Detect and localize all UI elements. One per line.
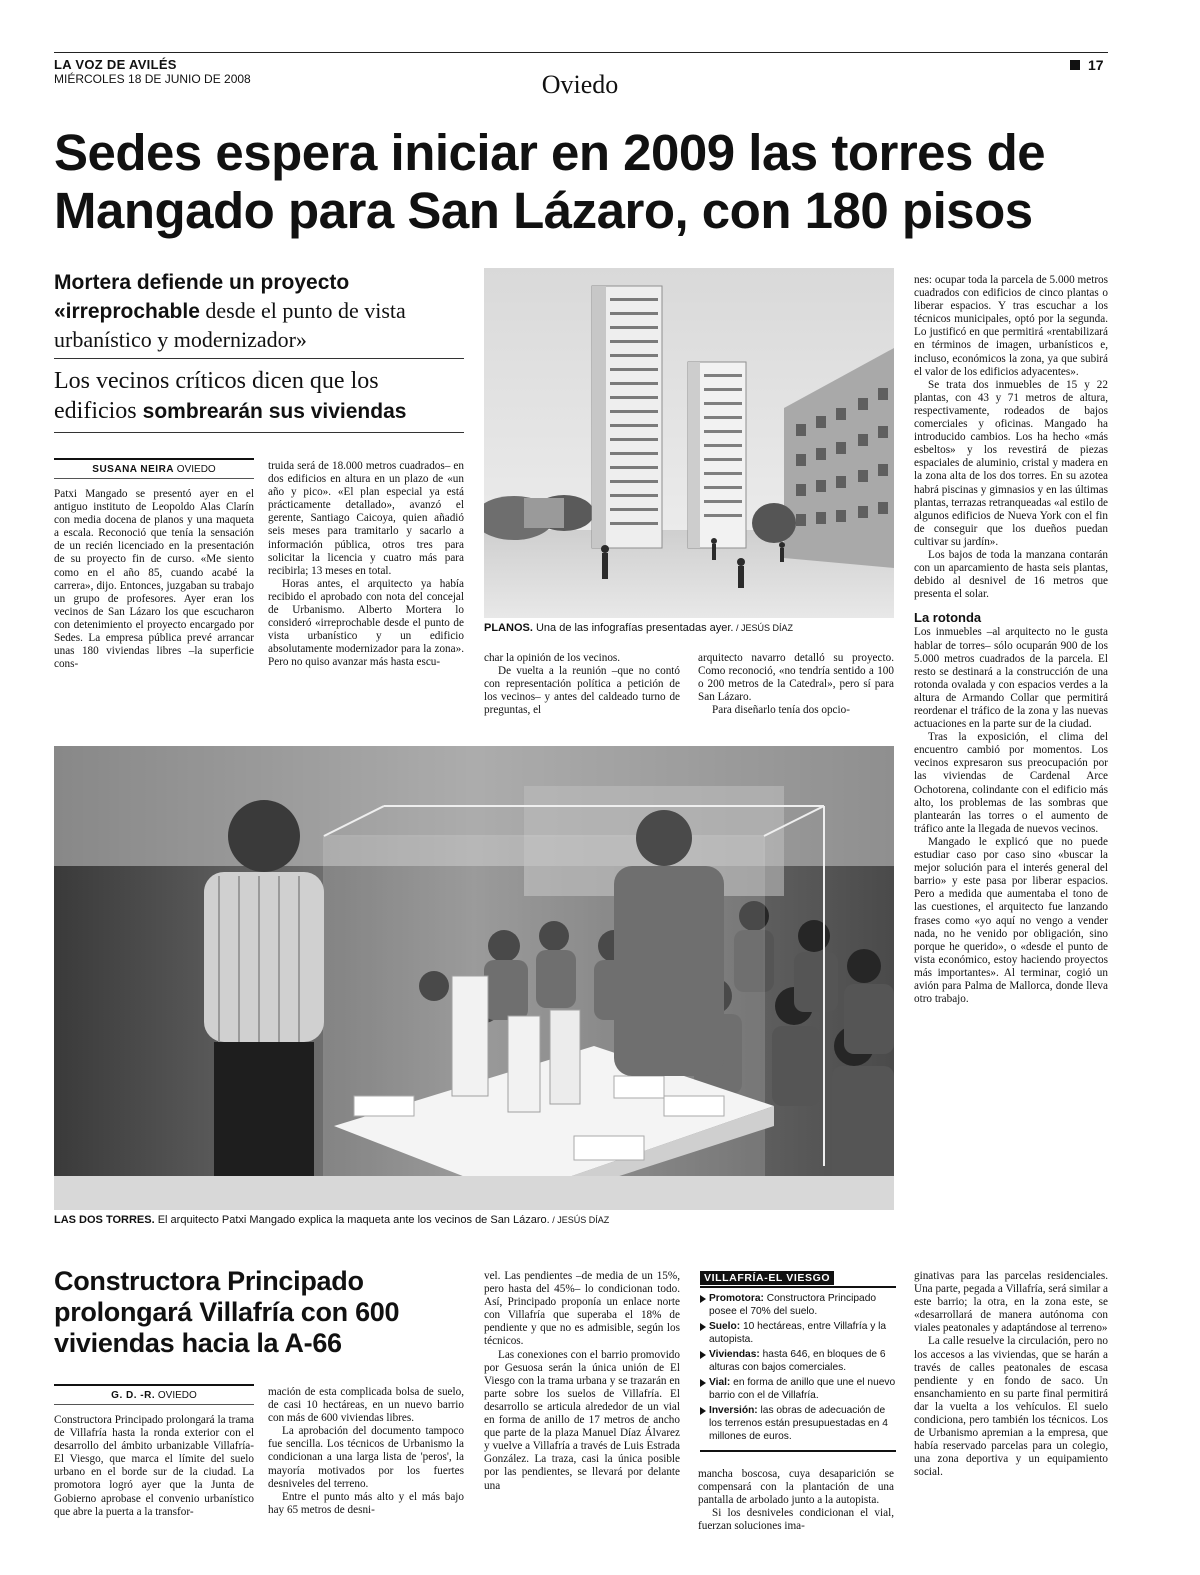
paragraph: ginativas para las parcelas residenciales. Una parte, pegada a Villafría, será similar a este barrio; la otra, en la zona este, se «desarrollará de manera autónoma con viales peatonales y adaptándose al terreno» <box>914 1270 1108 1335</box>
factbox-item <box>700 1404 896 1443</box>
factbox-value: en forma de anillo que une el nuevo barrio con el de Villafría. <box>709 1377 896 1401</box>
rendering-caption <box>484 622 894 634</box>
paragraph: Entre el punto más alto y el más bajo hay 65 metros de desni- <box>268 1490 464 1516</box>
triangle-bullet-icon <box>700 1351 706 1359</box>
deck-primary <box>54 268 464 354</box>
triangle-bullet-icon <box>700 1323 706 1331</box>
deck-divider <box>54 358 464 359</box>
deck-primary-bold-a: Mortera defiende un proyecto <box>54 271 350 294</box>
factbox <box>700 1268 896 1452</box>
second-byline <box>54 1384 254 1405</box>
deck-secondary-text: Los vecinos críticos dicen que los edificios <box>54 368 379 424</box>
caption-credit: / JESÚS DÍAZ <box>733 623 793 633</box>
paragraph: char la opinión de los vecinos. <box>484 652 621 664</box>
caption-text: Una de las infografías presentadas ayer. <box>532 622 734 634</box>
factbox-title: VILLAFRÍA-EL VIESGO <box>700 1271 834 1285</box>
paragraph: nes: ocupar toda la parcela de 5.000 metros cuadrados con edificios de cinco plantas o liberar espacios. Y tras escuchar a los técnicos municipales, optó por la segunda. Lo justificó en que permitirá «rentabilizará en términos de imagen, urbanísticos e, incluso, económicos la zona, ya que subirá el valor de los edificios adyacentes». <box>914 274 1108 378</box>
paragraph: La calle resuelve la circulación, pero no los accesos a las viviendas, que se harán a través de calles peatonales de escasa pendiente y en fondo de saco. Un ensanchamiento en su parte final permitirá dar la vuelta a los vehículos. El suelo condiciona, pero también los técnicos. Los de Urbanismo apremian a la empresa, que había reservado parcelas para un colegio, una zona deportiva y un equipamiento social. <box>914 1335 1108 1479</box>
second-headline: Constructora Principado prolongará Villafría con 600 viviendas hacia la A-66 <box>54 1266 400 1358</box>
byline-place: OVIEDO <box>174 464 216 475</box>
paragraph: Tras la exposición, el clima del encuentro cambió por momentos. Los vecinos expresaron sus preocupación por las viviendas de Cardenal Arce Ochotorena, colindante con el edificio más alto, los problemas de las sombras que plantearán las torres o el aumento de tráfico ante la llegada de nuevos vecinos. <box>914 731 1108 835</box>
paragraph: Patxi Mangado se presentó ayer en el antiguo instituto de Leopoldo Alas Clarín con media docena de planos y una maqueta a escala. Reconoció que tenía la sensación de un recién licenciado en la presentación de su proyecto fin de curso. «Me siento como en el año 85, cuando acabé la carrera», dijo. Entonces, juzgaban su trabajo un grupo de profesores. Ayer eran los vecinos de San Lázaro los que escucharon con detenimiento el proyecto encargado por Sedes. La empresa pública prevé arrancar unas 180 viviendas libres –la superficie cons- <box>54 488 254 671</box>
paragraph: Mangado le explicó que no puede estudiar caso por caso sino «buscar la mejor solución para el interés general del barrio» y este pasa por liberar espacios. Pero a medida que aumentaba el tono de las cuestiones, el arquitecto fue lanzando frases como «yo aquí no vengo a vender nada, no he venido por obligación, sino porque he querido», o «desde el punto de vista económico, estoy haciendo proyectos más importantes». Al terminar, cogió un avión para Palma de Mallorca, donde lleva otro trabajo. <box>914 835 1108 1006</box>
paragraph: Los inmuebles –al arquitecto no le gusta hablar de torres– sólo ocuparán 900 de los 5.000 metros cuadrados de la parcela. El resto se destinará a la construcción de una rotonda ovalada y con espacios verdes a la altura de Armando Collar que permitirá reordenar el tráfico de la zona y las nuevas actuaciones en la parte sur de la ciudad. <box>914 626 1108 731</box>
deck-primary-bold-b: «irreprochable <box>54 300 200 323</box>
main-headline: Sedes espera iniciar en 2009 las torres de Mangado para San Lázaro, con 180 pisos <box>54 124 1046 239</box>
factbox-item <box>700 1292 896 1318</box>
byline-author: G. D. -R. <box>111 1390 156 1401</box>
header-rule <box>54 52 1108 53</box>
paragraph: Para diseñarlo tenía dos opcio- <box>712 704 850 717</box>
issue-date: MIÉRCOLES 18 DE JUNIO DE 2008 <box>54 72 251 86</box>
paragraph: Los bajos de toda la manzana contarán con un aparcamiento de hasta seis plantas, debido al desnivel de 16 metros que presenta el solar. <box>914 548 1108 601</box>
model-photo <box>54 746 894 1210</box>
triangle-bullet-icon <box>700 1295 706 1303</box>
factbox-item <box>700 1320 896 1346</box>
factbox-key: Suelo: <box>709 1321 741 1332</box>
second-col-4 <box>698 1468 894 1533</box>
factbox-item <box>700 1348 896 1374</box>
main-col-3 <box>484 652 680 717</box>
deck-secondary <box>54 366 466 427</box>
factbox-value: 10 hectáreas, entre Villafría y la autopista. <box>709 1321 887 1345</box>
second-col-5 <box>914 1270 1108 1480</box>
factbox-value: las obras de adecuación de los terrenos están presupuestadas en 4 millones de euros. <box>709 1405 888 1442</box>
square-icon <box>1070 60 1080 70</box>
paragraph: De vuelta a la reunión –que no contó con representación política a petición de los vecinos– y antes del caldeado turno de preguntas, el <box>484 665 680 717</box>
deck-divider-bottom <box>54 432 464 433</box>
caption-label: PLANOS. <box>484 622 533 634</box>
paragraph: Se trata dos inmuebles de 15 y 22 plantas, con 43 y 71 metros de altura, respectivamente, rodeados de bajos comerciales y oficinas. Mangado ha introducido cambios. Los ha hecho «más esbeltos» y los revestirá de piezas espaciales de aluminio, cristal y madera en la zona alta de los dos torres. En su azotea habrá piscinas y gimnasios y en las últimas plantas, terrazas retranqueadas «al estilo de algunos edificios de Nueva York con el fin de conseguir que los dueños puedan cultivar su jardín». <box>914 378 1108 548</box>
rendering-image <box>484 268 894 618</box>
newspaper-name: LA VOZ DE AVILÉS <box>54 57 177 72</box>
triangle-bullet-icon <box>700 1379 706 1387</box>
deck-secondary-bold: sombrearán sus viviendas <box>142 400 407 423</box>
model-image <box>54 746 894 1210</box>
deck-primary-rest: desde el punto de vista urbanístico y modernizador» <box>54 298 406 352</box>
factbox-key: Inversión: <box>709 1405 758 1416</box>
paragraph: Las conexiones con el barrio promovido por Gesuosa serán la única unión de El Viesgo con la trama urbana y se trazarán en parte sobre los suelos de Villafría. El desarrollo se articula alrededor de un vial en forma de anillo de 17 metros de ancho que parte de la plaza Manuel Díaz Álvarez y vuelve a Villafría a través de Luis Estrada González. La traza, casi la única posible por las pendientes, se llevará por delante una <box>484 1348 680 1492</box>
page-number <box>1070 57 1104 73</box>
main-byline <box>54 458 254 479</box>
model-caption <box>54 1214 894 1226</box>
factbox-body <box>700 1286 896 1452</box>
page-number-value: 17 <box>1088 57 1104 73</box>
main-col-5 <box>914 274 1108 1006</box>
factbox-key: Vial: <box>709 1377 731 1388</box>
paragraph: arquitecto navarro detalló su proyecto. Como reconoció, «no tendría sentido a 100 o 200 metros de la Catedral», pero sí para San Lázaro. <box>698 652 894 704</box>
caption-credit: / JESÚS DÍAZ <box>549 1215 610 1225</box>
main-col-4 <box>698 652 894 717</box>
main-col-2 <box>268 460 464 670</box>
second-col-1 <box>54 1414 254 1519</box>
second-col-2 <box>268 1386 464 1517</box>
paragraph: mancha boscosa, cuya desaparición se compensará con la plantación de una pantalla de arbolado junto a la autopista. <box>698 1468 894 1507</box>
rendering-photo <box>484 268 894 618</box>
byline-author: SUSANA NEIRA <box>92 464 175 475</box>
paragraph: La aprobación del documento tampoco fue sencilla. Los técnicos de Urbanismo la condicionan a una larga lista de 'peros', la mayoría motivados por los fuertes desniveles del terreno. <box>268 1425 464 1490</box>
main-col-1 <box>54 488 254 671</box>
factbox-value: Constructora Principado posee el 70% del suelo. <box>709 1293 877 1317</box>
factbox-value: hasta 646, en bloques de 6 alturas con bajos comerciales. <box>709 1349 886 1373</box>
factbox-key: Promotora: <box>709 1293 764 1304</box>
paragraph: truida será de 18.000 metros cuadrados– en dos edificios en altura en un plazo de «un año y pico». «El plan especial ya está prácticamente detallado», avanzó el gerente, Santiago Caicoya, quien añadió seis meses para tramitarlo y sacarlo a información pública, otros tres para solicitar la licencia y cuatro más para recibirla; 13 meses en total. <box>268 460 464 577</box>
subhead: La rotonda <box>914 610 982 626</box>
factbox-key: Viviendas: <box>709 1349 760 1360</box>
caption-text: El arquitecto Patxi Mangado explica la maqueta ante los vecinos de San Lázaro. <box>154 1214 550 1226</box>
paragraph: Constructora Principado prolongará la trama de Villafría hasta la ronda exterior con el desarrollo del ámbito urbanizable Villafría-El Viesgo, que marca el límite del suelo urbano en el borde sur de la ciudad. La promotora logró ayer que la Junta de Gobierno aprobase el convenio urbanístico que abre la puerta a la transfor- <box>54 1414 254 1518</box>
paragraph: Si los desniveles condicionan el vial, fuerzan soluciones ima- <box>698 1507 894 1533</box>
byline-place: OVIEDO <box>155 1390 197 1401</box>
second-col-3 <box>484 1270 680 1493</box>
paragraph: Horas antes, el arquitecto ya había recibido el aprobado con nota del concejal de Urbanismo. Alberto Mortera lo consideró «irreprochable desde el punto de vista urbanístico y un edificio absolutamente modernizador para la zona». Pero no quiso avanzar más hasta escu- <box>268 577 464 669</box>
caption-label: LAS DOS TORRES. <box>54 1214 155 1226</box>
triangle-bullet-icon <box>700 1407 706 1415</box>
paragraph: mación de esta complicada bolsa de suelo, de casi 10 hectáreas, en un nuevo barrio con más de 600 viviendas libres. <box>268 1386 464 1425</box>
factbox-item <box>700 1376 896 1402</box>
paragraph: vel. Las pendientes –de media de un 15%, pero hasta del 45%– lo condicionan todo. Así, Principado proponía un enlace norte con Villafría que superaba el 18% de pendiente y que no es admisible, según los técnicos. <box>484 1270 680 1348</box>
section-title: Oviedo <box>541 70 619 99</box>
